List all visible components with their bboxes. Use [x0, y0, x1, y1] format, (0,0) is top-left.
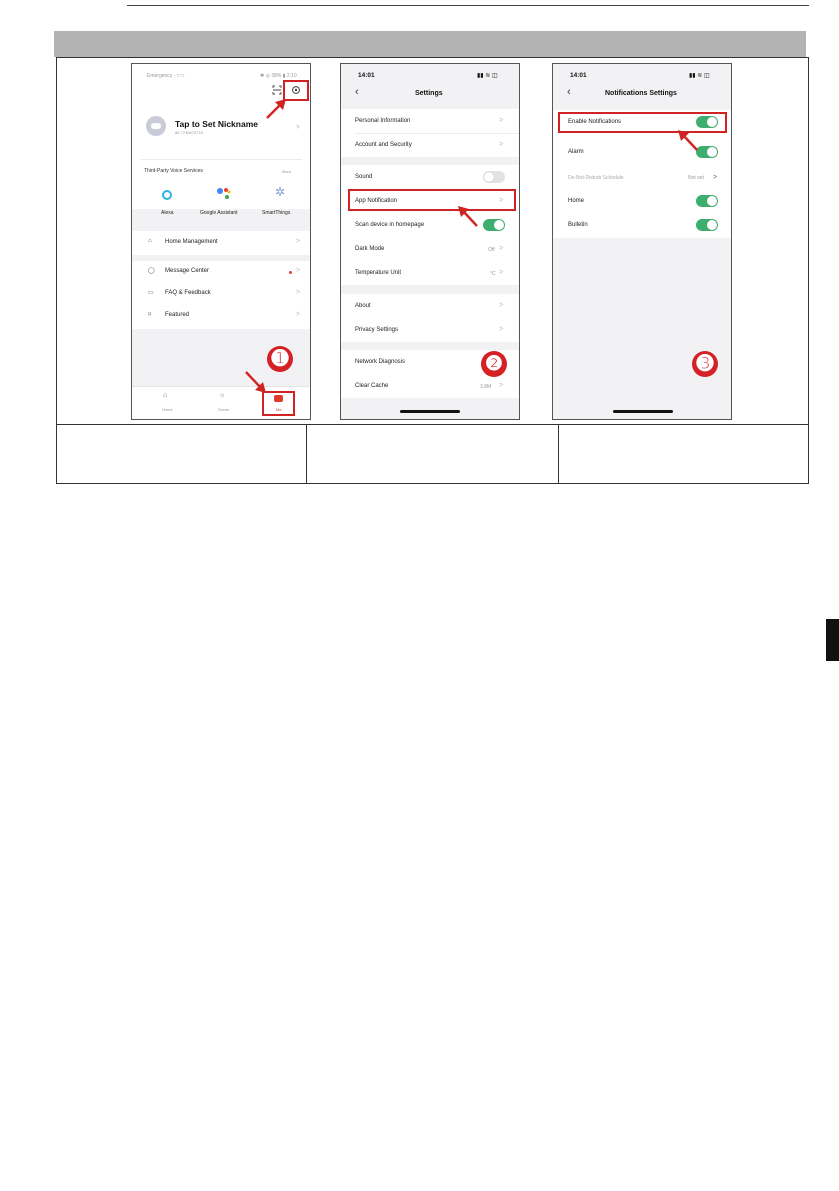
menu-label: Featured — [165, 312, 190, 318]
menu-label: Message Center — [165, 268, 210, 274]
list-item[interactable] — [341, 261, 519, 285]
bookmark-icon: ⌑ — [148, 312, 152, 318]
pointer-arrow-icon — [676, 128, 700, 152]
service-name: Alexa — [161, 210, 174, 216]
screenshot-me-page — [131, 63, 311, 420]
unread-dot — [289, 271, 292, 274]
highlight-app-notification — [348, 189, 516, 211]
row-label: Enable Notifications — [568, 119, 622, 125]
message-icon: ◯ — [148, 268, 155, 274]
chevron-right-icon: > — [499, 117, 504, 124]
google-assistant-icon[interactable] — [216, 186, 232, 200]
empty-area — [553, 240, 731, 420]
list-item — [341, 213, 519, 237]
chevron-right-icon: > — [713, 174, 718, 181]
list-item — [341, 165, 519, 189]
list-item[interactable] — [553, 165, 731, 189]
step-marker: ❷ — [481, 351, 507, 377]
status-right: ✱ ◎ 38% ▮ 2:10 — [260, 73, 297, 79]
back-icon[interactable]: ‹ — [567, 86, 571, 98]
voice-services-title: Third-Party Voice Services — [144, 168, 203, 174]
page-title: Notifications Settings — [605, 90, 677, 97]
list-item[interactable] — [341, 133, 519, 157]
chevron-right-icon: > — [499, 302, 504, 309]
screenshot-settings-page — [340, 63, 520, 420]
row-label: Temperature Unit — [355, 270, 402, 276]
signal-wifi-battery-icon: ▮▮ ≋ ◫ — [477, 73, 498, 79]
home-indicator — [400, 410, 460, 413]
status-time: 14:01 — [358, 72, 375, 79]
chevron-right-icon: > — [499, 326, 504, 333]
bulletin-toggle[interactable] — [696, 219, 718, 231]
row-label: Home — [568, 198, 585, 204]
settings-group — [341, 294, 519, 342]
row-value: 3.8M — [480, 384, 492, 390]
menu-label: Home Management — [165, 239, 218, 245]
list-item[interactable] — [132, 261, 310, 283]
sound-toggle[interactable] — [483, 171, 505, 183]
voice-more-link[interactable]: More — [282, 169, 292, 174]
top-rule — [127, 5, 809, 6]
list-item[interactable] — [341, 318, 519, 342]
row-label: Privacy Settings — [355, 327, 399, 333]
row-label: App Notification — [355, 198, 398, 204]
list-item — [553, 140, 731, 164]
tab-label[interactable]: Me — [276, 407, 282, 412]
chevron-right-icon: > — [296, 289, 301, 296]
row-label: Bulletin — [568, 222, 588, 228]
list-item[interactable] — [132, 305, 310, 327]
row-label: Clear Cache — [355, 383, 389, 389]
row-label: Sound — [355, 174, 373, 180]
home-icon: ⌂ — [148, 238, 152, 244]
chevron-right-icon: > — [296, 267, 301, 274]
tab-label[interactable]: Home — [162, 407, 173, 412]
chevron-right-icon: > — [499, 269, 504, 276]
row-label: Dark Mode — [355, 246, 385, 252]
page-title: Settings — [415, 90, 443, 97]
chevron-right-icon: > — [499, 141, 504, 148]
step-marker: ➌ — [692, 351, 718, 377]
list-item[interactable] — [132, 283, 310, 305]
row-label: Scan device in homepage — [355, 222, 425, 228]
chevron-right-icon: > — [499, 245, 504, 252]
list-item — [553, 189, 731, 213]
chevron-right-icon: > — [499, 382, 504, 389]
status-left: Emergency · ≈ □ · — [147, 73, 187, 79]
row-label: Do-Not-Disturb Schedule — [568, 175, 624, 181]
home-toggle[interactable] — [696, 195, 718, 207]
page-edge-tab — [826, 619, 839, 661]
table-column-divider — [306, 424, 307, 484]
account-id: 86 7745673716 — [175, 130, 203, 135]
avatar-icon[interactable] — [146, 116, 166, 136]
chevron-right-icon: > — [499, 197, 504, 204]
nickname[interactable]: Tap to Set Nickname — [175, 119, 258, 129]
settings-group — [341, 109, 519, 157]
section-header-bar — [54, 31, 806, 57]
settings-group — [341, 165, 519, 285]
row-value: Not set — [688, 175, 704, 181]
row-value: °C — [490, 271, 496, 277]
screenshot-notifications-page — [552, 63, 732, 420]
list-item[interactable] — [341, 109, 519, 133]
table-row-divider — [56, 424, 809, 425]
service-name: Google Assistant — [200, 210, 238, 216]
pointer-arrow-icon — [264, 98, 288, 120]
back-icon[interactable]: ‹ — [355, 86, 359, 98]
list-item — [553, 213, 731, 237]
highlight-enable-notifications — [558, 112, 727, 133]
tab-label[interactable]: Scene — [218, 407, 230, 412]
row-label: Account and Security — [355, 142, 412, 148]
home-indicator — [613, 410, 673, 413]
scan-icon[interactable] — [272, 85, 282, 95]
home-tab-icon[interactable]: ⌂ — [163, 392, 168, 399]
list-item[interactable] — [341, 237, 519, 261]
chevron-right-icon: > — [296, 124, 301, 131]
step-marker: ➊ — [267, 346, 293, 372]
row-label: About — [355, 303, 371, 309]
row-value: Off — [488, 247, 495, 253]
row-label: Network Diagnosis — [355, 359, 406, 365]
table-column-divider — [558, 424, 559, 484]
smartthings-icon[interactable]: ✲ — [275, 185, 286, 199]
chevron-right-icon: > — [296, 311, 301, 318]
signal-wifi-battery-icon: ▮▮ ≋ ◫ — [689, 73, 710, 79]
chevron-right-icon: > — [296, 238, 301, 245]
alexa-icon[interactable] — [162, 190, 172, 200]
list-item[interactable] — [341, 374, 519, 398]
row-label: Personal Information — [355, 118, 411, 124]
scene-tab-icon[interactable]: ☼ — [219, 392, 226, 399]
faq-icon: ▭ — [148, 290, 154, 296]
list-item[interactable] — [132, 231, 310, 255]
row-label: Alarm — [568, 149, 584, 155]
menu-label: FAQ & Feedback — [165, 290, 211, 296]
pointer-arrow-icon — [244, 371, 268, 395]
divider — [140, 159, 302, 160]
list-item[interactable] — [341, 294, 519, 318]
pointer-arrow-icon — [456, 204, 480, 228]
status-time: 14:01 — [570, 72, 587, 79]
service-name: SmartThings — [262, 210, 291, 216]
scan-homepage-toggle[interactable] — [483, 219, 505, 231]
